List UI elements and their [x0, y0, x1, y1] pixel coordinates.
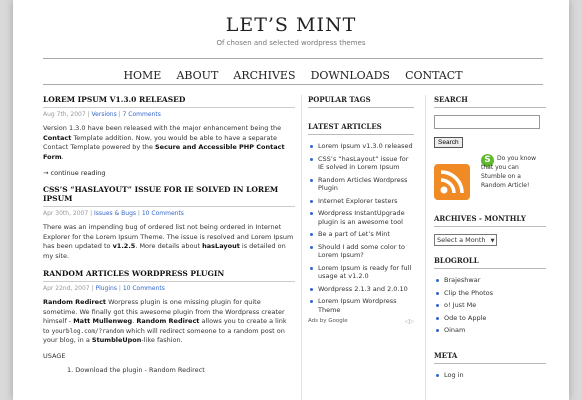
post-meta: Apr 30th, 2007 | Issues & Bugs | 10 Comments [43, 210, 184, 217]
post-title[interactable]: RANDOM ARTICLES WORDPRESS PLUGIN [43, 269, 295, 282]
post-comments-link[interactable]: 10 Comments [141, 210, 184, 217]
post-date: Apr 30th, 2007 [43, 210, 89, 217]
popular-tags-heading: POPULAR TAGS [308, 95, 414, 108]
ad-nav-arrows-icon[interactable]: ◁▷ [404, 318, 414, 325]
post-text: is detailed on my site. [43, 242, 286, 260]
ads-by-google[interactable] [308, 318, 414, 324]
post-text: . More details about [135, 242, 203, 250]
search-heading: SEARCH [434, 95, 546, 108]
post-text-bold: Contact [43, 133, 72, 142]
latest-articles-list [308, 142, 414, 314]
article-link[interactable]: Lorem Ipsum v1.3.0 released [308, 142, 414, 151]
blogroll-link[interactable]: Brajeshwar [434, 276, 546, 285]
stumble-text[interactable]: Do you know that you can Stumble on a Random Article! [481, 155, 536, 189]
site-title[interactable]: LET’S MINT [225, 14, 357, 36]
post-text: allows you to create a link to [43, 317, 287, 335]
continue-reading-link[interactable]: → continue reading [43, 169, 106, 177]
archives-select-value: Select a Month [437, 236, 486, 244]
nav-bottom-divider [43, 84, 543, 85]
post-text-bold: Random Redirect [43, 298, 107, 306]
post-text: . [132, 317, 137, 325]
latest-articles-heading: LATEST ARTICLES [308, 122, 414, 135]
article-link[interactable]: Wordpress InstantUpgrade plugin is an awesome tool [308, 209, 414, 226]
post-text-link[interactable]: v1.2.5 [112, 242, 136, 250]
post [43, 95, 295, 177]
rss-feed-icon[interactable] [434, 164, 470, 200]
post-body [43, 298, 295, 346]
meta-heading: META [434, 351, 546, 364]
column-divider [425, 95, 426, 400]
blogroll-link[interactable]: Ode to Apple [434, 314, 546, 323]
post-code: yourblog.com/?random [51, 327, 124, 335]
blogroll-link[interactable]: Clip the Photos [434, 289, 546, 298]
post-text-bold: Matt Mullenweg [73, 317, 133, 325]
chevron-down-icon: ▼ [490, 238, 495, 244]
post-title[interactable]: LOREM IPSUM V1.3.0 RELEASED [43, 95, 295, 108]
usage-list-item: 1. Download the plugin - Random Redirect [67, 365, 205, 374]
site-tagline: Of chosen and selected wordpress themes [216, 39, 366, 47]
post-text-link[interactable]: Secure and Accessible PHP Contact Form [43, 143, 285, 161]
post [43, 269, 295, 374]
blogroll-link[interactable]: o! Just Me [434, 301, 546, 310]
right-sidebar [434, 95, 546, 383]
main-nav [43, 64, 543, 83]
article-link[interactable]: Internet Explorer testers [308, 197, 414, 206]
article-link[interactable]: Wordpress 2.1.3 and 2.0.10 [308, 285, 414, 294]
search-input[interactable] [434, 115, 540, 129]
post-text: . [61, 152, 64, 161]
nav-archives[interactable]: ARCHIVES [233, 69, 296, 82]
article-link[interactable]: Lorem Ipsum Wordpress Theme [308, 297, 414, 314]
post-text: Version 1.3.0 have been released with the major enhancement being the [43, 124, 282, 132]
post-category-link[interactable]: Issues & Bugs [94, 210, 137, 217]
article-link[interactable]: Random Articles Wordpress Plugin [308, 176, 414, 193]
article-link[interactable]: CSS’s “hasLayout” issue for IE solved in Lorem Ipsum [308, 155, 414, 172]
post-date: Aug 7th, 2007 [43, 111, 86, 118]
blogroll-list [434, 276, 546, 335]
archives-month-select[interactable] [434, 234, 497, 246]
post-text-link[interactable]: hasLayout [202, 242, 240, 250]
main-content [43, 95, 295, 382]
post-body [43, 124, 295, 162]
nav-contact[interactable]: CONTACT [405, 69, 463, 82]
blogroll-heading: BLOGROLL [434, 256, 546, 269]
post-text-bold: Random Redirect [136, 317, 200, 325]
post [43, 185, 295, 261]
post-category-link[interactable]: Versions [91, 111, 117, 118]
post-text-link[interactable]: StumbleUpon [91, 336, 142, 344]
post-text: Worpress plugin is one missing plugin for quite sometime. We finally got this awesome plugin from the Wordpress creater himself - [43, 298, 285, 325]
post-text: which will redirect someone to a random post on your blog, in a [43, 326, 285, 344]
post-text: There was an impending bug of ordered list not being ordered in Internet Explorer for the Lorem Ipsum Theme. The issue is resolved and Lorem Ipsum has been updated to [43, 223, 294, 250]
post-meta: Apr 22nd, 2007 | Plugins | 10 Comments [43, 285, 165, 292]
post-body [43, 223, 295, 261]
feed-stumble-box [434, 154, 546, 200]
middle-sidebar [308, 95, 414, 325]
stumbleupon-icon[interactable]: S [481, 154, 494, 167]
ads-by-google-label: Ads by Google [308, 318, 348, 324]
search-button[interactable]: Search [434, 137, 463, 148]
post-title[interactable]: CSS’S “HASLAYOUT” ISSUE FOR IE SOLVED IN LOREM IPSUM [43, 185, 295, 207]
column-divider [301, 95, 302, 400]
post-category-link[interactable]: Plugins [95, 285, 117, 292]
nav-about[interactable]: ABOUT [176, 69, 219, 82]
nav-top-divider [43, 58, 543, 59]
archives-heading: ARCHIVES - MONTHLY [434, 214, 546, 227]
nav-downloads[interactable]: DOWNLOADS [310, 69, 390, 82]
article-link[interactable]: Be a part of Let’s Mint [308, 230, 414, 239]
nav-home[interactable]: HOME [123, 69, 162, 82]
article-link[interactable]: Lorem Ipsum is ready for full usage at v1.2.0 [308, 264, 414, 281]
post-text: -like fashion. [141, 336, 183, 344]
post-date: Apr 22nd, 2007 [43, 285, 90, 292]
meta-list [434, 371, 546, 380]
post-meta: Aug 7th, 2007 | Versions | 7 Comments [43, 111, 161, 118]
blogroll-link[interactable]: Oinam [434, 326, 546, 335]
post-comments-link[interactable]: 10 Comments [122, 285, 165, 292]
page [13, 0, 569, 400]
login-link[interactable]: Log in [434, 371, 546, 380]
usage-heading: USAGE [43, 351, 66, 360]
post-comments-link[interactable]: 7 Comments [122, 111, 161, 118]
post-text: Template addition. Now, you would be able to have a separate Contact Template powered by the [43, 133, 277, 151]
article-link[interactable]: Should I add some color to Lorem Ipsum? [308, 243, 414, 260]
